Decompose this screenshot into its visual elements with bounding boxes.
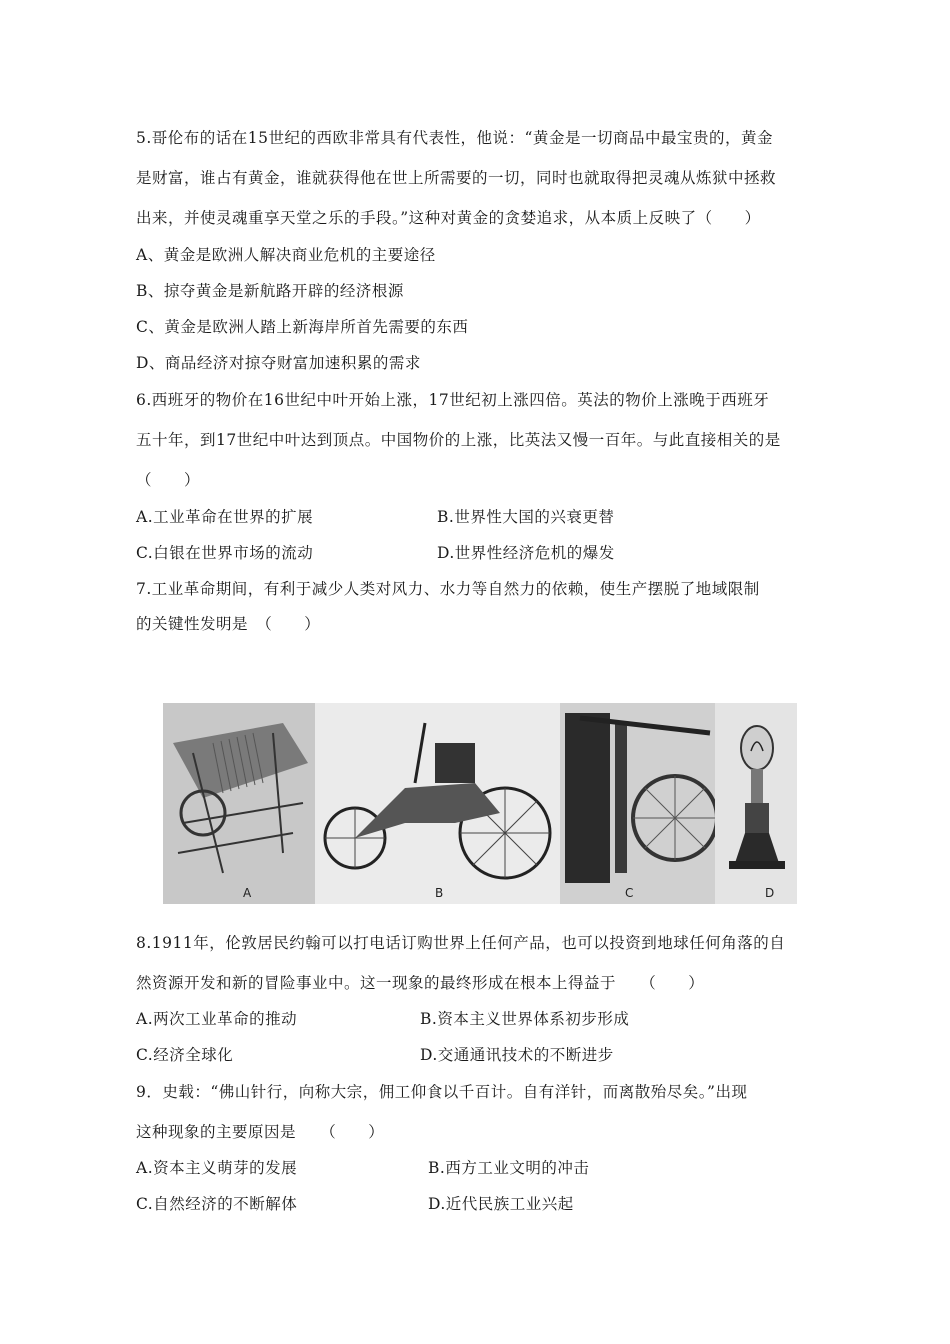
q9-option-a: A.资本主义萌芽的发展 bbox=[136, 1159, 298, 1177]
q6-stem-line-3: （ ） bbox=[136, 471, 201, 489]
q8-option-b: B.资本主义世界体系初步形成 bbox=[420, 1010, 630, 1028]
q8-stem-line-2: 然资源开发和新的冒险事业中。这一现象的最终形成在根本上得益于 （ ） bbox=[136, 974, 705, 992]
benz-motorwagen-image bbox=[315, 703, 560, 904]
q7-stem-line-1: 7.工业革命期间，有利于减少人类对风力、水力等自然力的依赖，使生产摆脱了地域限制 bbox=[136, 580, 760, 598]
light-bulb-image bbox=[715, 703, 797, 904]
q8-option-d: D.交通通讯技术的不断进步 bbox=[420, 1046, 614, 1064]
figure-label-a: A bbox=[243, 886, 252, 900]
q8-stem-line-1: 8.1911年，伦敦居民约翰可以打电话订购世界上任何产品，也可以投资到地球任何角落的自 bbox=[136, 934, 786, 952]
q6-option-c: C.白银在世界市场的流动 bbox=[136, 544, 314, 562]
q6-option-d: D.世界性经济危机的爆发 bbox=[437, 544, 615, 562]
q8-option-c: C.经济全球化 bbox=[136, 1046, 234, 1064]
q5-option-b: B、掠夺黄金是新航路开辟的经济根源 bbox=[136, 282, 404, 300]
figure-label-c: C bbox=[625, 886, 634, 900]
q6-stem-line-2: 五十年，到17世纪中叶达到顶点。中国物价的上涨，比英法又慢一百年。与此直接相关的是 bbox=[136, 431, 781, 449]
q9-option-c: C.自然经济的不断解体 bbox=[136, 1195, 298, 1213]
q9-option-b: B.西方工业文明的冲击 bbox=[428, 1159, 590, 1177]
q5-option-a: A、黄金是欧洲人解决商业危机的主要途径 bbox=[136, 246, 436, 264]
q6-stem-line-1: 6.西班牙的物价在16世纪中叶开始上涨，17世纪初上涨四倍。英法的物价上涨晚于西班牙 bbox=[136, 391, 770, 409]
q9-option-d: D.近代民族工业兴起 bbox=[428, 1195, 574, 1213]
q5-stem-line-2: 是财富，谁占有黄金，谁就获得他在世上所需要的一切，同时也就取得把灵魂从炼狱中拯救 bbox=[136, 169, 777, 187]
q6-option-b: B.世界性大国的兴衰更替 bbox=[437, 508, 615, 526]
q5-stem-line-3: 出来，并使灵魂重享天堂之乐的手段。”这种对黄金的贪婪追求，从本质上反映了（ ） bbox=[136, 209, 761, 227]
q6-option-a: A.工业革命在世界的扩展 bbox=[136, 508, 314, 526]
q9-stem-line-2: 这种现象的主要原因是 （ ） bbox=[136, 1123, 385, 1141]
figure-label-b: B bbox=[435, 886, 444, 900]
figure-label-d: D bbox=[765, 886, 775, 900]
q5-stem-line-1: 5.哥伦布的话在15世纪的西欧非常具有代表性，他说：“黄金是一切商品中最宝贵的，黄金 bbox=[136, 129, 773, 147]
q5-option-d: D、商品经济对掠夺财富加速积累的需求 bbox=[136, 354, 421, 372]
steam-engine-image bbox=[560, 703, 715, 904]
q9-stem-line-1: 9．史载：“佛山针行，向称大宗，佣工仰食以千百计。自有洋针，而离散殆尽矣。”出现 bbox=[136, 1083, 748, 1101]
q8-option-a: A.两次工业革命的推动 bbox=[136, 1010, 298, 1028]
q7-stem-line-2: 的关键性发明是 （ ） bbox=[136, 615, 321, 633]
spinning-jenny-image bbox=[163, 703, 315, 904]
q7-invention-figure bbox=[163, 703, 797, 904]
q5-option-c: C、黄金是欧洲人踏上新海岸所首先需要的东西 bbox=[136, 318, 469, 336]
